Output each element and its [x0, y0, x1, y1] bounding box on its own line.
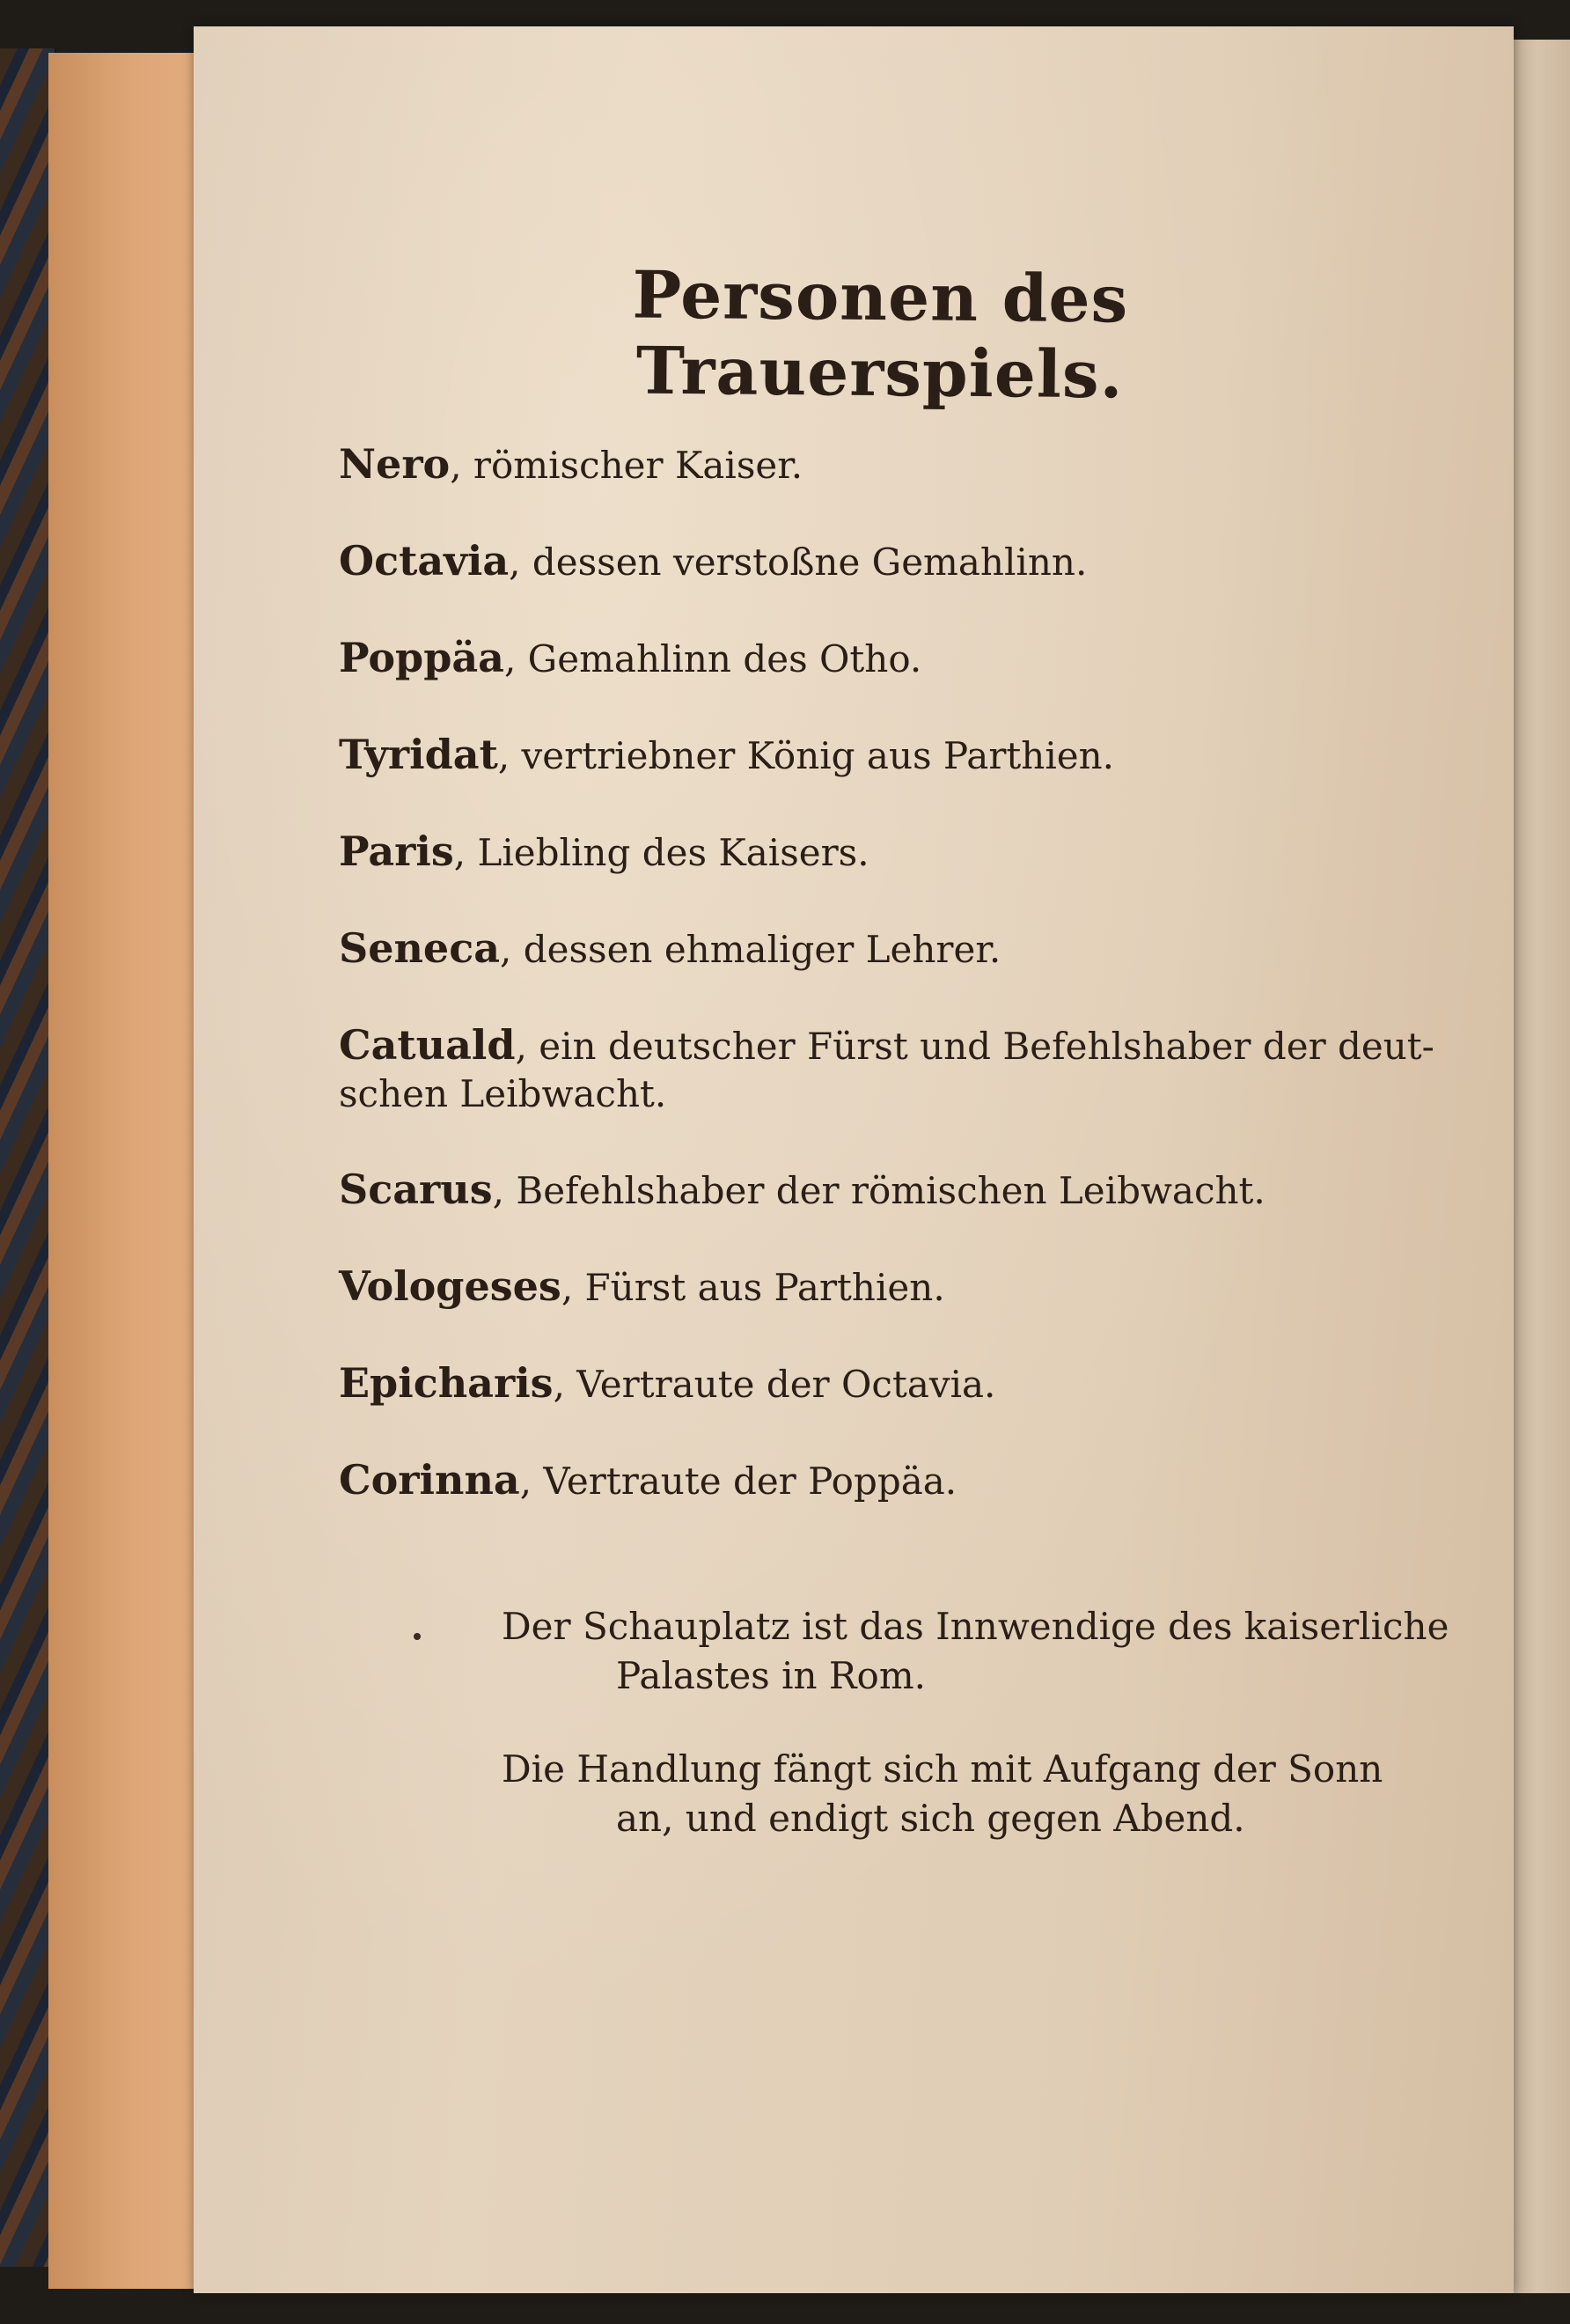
- cast-item: [339, 827, 1500, 877]
- cast-desc: , dessen ehmaliger Lehrer.: [500, 928, 1001, 971]
- stage-notes: [502, 1602, 1514, 1887]
- setting-note-line2: Palastes in Rom.: [616, 1654, 926, 1697]
- cast-item: [339, 1262, 1500, 1312]
- cast-item: [339, 1359, 1500, 1408]
- cast-name: Vologeses: [339, 1262, 561, 1310]
- setting-note-line1: Der Schauplatz ist das Innwendige des kaiserliche: [502, 1605, 1449, 1648]
- book-page: [194, 26, 1514, 2293]
- cast-desc: , Fürst aus Parthien.: [561, 1266, 945, 1309]
- cast-name: Paris: [339, 827, 454, 875]
- page-content: [194, 26, 1514, 2293]
- cast-name: Tyridat: [339, 731, 498, 778]
- cast-desc: , Liebling des Kaisers.: [453, 831, 869, 874]
- cast-item: [339, 731, 1500, 780]
- cast-list: [339, 440, 1500, 1553]
- cast-item: [339, 537, 1500, 586]
- time-note-line1: Die Handlung fängt sich mit Aufgang der Sonn: [502, 1747, 1383, 1791]
- cast-desc: , vertriebner König aus Parthien.: [497, 734, 1115, 777]
- cast-desc: , ein deutscher Fürst und Befehlshaber der deut-: [515, 1025, 1434, 1068]
- cast-name: Corinna: [339, 1456, 520, 1504]
- cast-name: Scarus: [339, 1166, 493, 1213]
- cast-item: [339, 924, 1500, 974]
- setting-note: [502, 1602, 1514, 1701]
- cast-desc: , dessen verstoßne Gemahlinn.: [509, 541, 1088, 584]
- page-title: Personen des Trauerspiels.: [632, 257, 1129, 414]
- cast-item: [339, 1021, 1500, 1118]
- cast-item: [339, 1456, 1500, 1505]
- cast-desc: , Vertraute der Poppäa.: [519, 1460, 957, 1503]
- cast-desc: , Gemahlinn des Otho.: [503, 637, 922, 680]
- cast-desc: , Befehlshaber der römischen Leibwacht.: [492, 1169, 1266, 1212]
- time-note: [502, 1745, 1514, 1843]
- ink-dot: [414, 1633, 421, 1640]
- cast-name: Catuald: [339, 1021, 516, 1069]
- time-note-line2: an, und endigt sich gegen Abend.: [616, 1797, 1245, 1840]
- cast-name: Octavia: [339, 537, 510, 585]
- cast-name: Poppäa: [339, 634, 504, 681]
- cast-desc-continuation: schen Leibwacht.: [339, 1072, 667, 1115]
- cast-name: Seneca: [339, 924, 501, 972]
- cast-name: Nero: [339, 440, 451, 488]
- cast-item: [339, 440, 1500, 489]
- cast-desc: , römischer Kaiser.: [450, 444, 803, 487]
- cast-item: [339, 1166, 1500, 1215]
- cast-desc: , Vertraute der Octavia.: [553, 1363, 996, 1406]
- cast-name: Epicharis: [339, 1359, 554, 1407]
- cast-item: [339, 634, 1500, 683]
